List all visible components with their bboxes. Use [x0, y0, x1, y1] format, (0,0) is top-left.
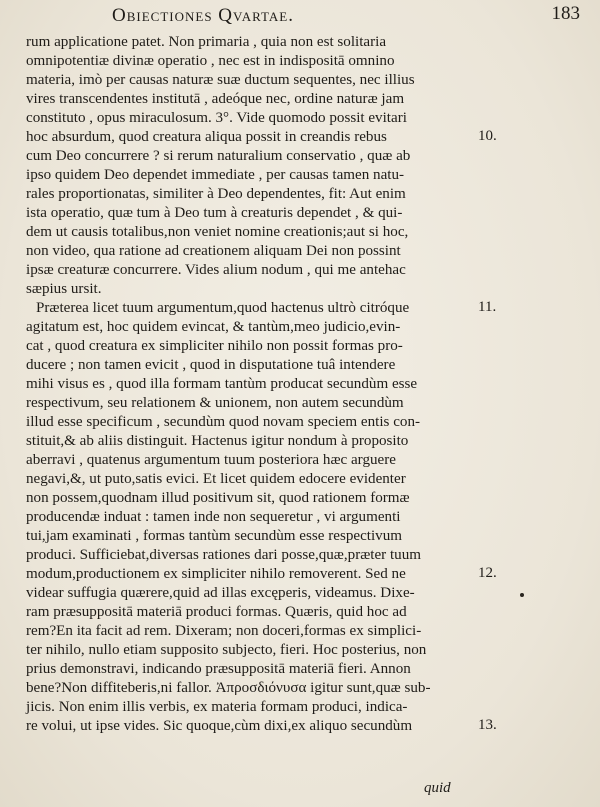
catchword: quid — [424, 780, 451, 796]
text-line: vires transcendentes institutā , adeóque nec, ordine naturæ jam — [26, 91, 405, 107]
page-number: 183 — [551, 3, 580, 24]
text-line: ter nihilo, nullo etiam supposito subjecto, fieri. Hoc posterius, non — [26, 642, 427, 658]
text-line: illud esse specificum , secundùm quod novam speciem entis con- — [26, 414, 421, 430]
text-line: respectivum, seu relationem & unionem, non autem secundùm — [26, 395, 404, 411]
text-line: cum Deo concurrere ? si rerum naturalium conservatio , quæ ab — [26, 148, 411, 164]
text-line: non video, qua ratione ad creationem aliquam Dei non possint — [26, 243, 401, 259]
running-title: Obiectiones Qvartae. — [112, 5, 294, 26]
text-line: tui,jam examinati , formas tantùm secundùm esse respectivum — [26, 528, 402, 544]
margin-section-number: 13. — [478, 717, 497, 733]
body-text — [26, 33, 486, 736]
text-line: ipso quidem Deo dependet immediate , per causas tamen natu- — [26, 167, 405, 183]
margin-section-number: 10. — [478, 128, 497, 144]
text-line: ram præsuppositā materiā produci formas. Quæris, quid hoc ad — [26, 604, 407, 620]
text-line: sæpius ursit. — [26, 281, 102, 297]
text-line: aberravi , quatenus argumentum tuum posteriora hæc arguere — [26, 452, 396, 468]
text-line: re volui, ut ipse vides. Sic quoque,cùm dixi,ex aliquo secundùm — [26, 718, 413, 734]
text-line: materia, imò per causas naturæ suæ ductum sequentes, nec illius — [26, 72, 415, 88]
text-line: rum applicatione patet. Non primaria , quia non est solitaria — [26, 34, 387, 50]
text-line: bene?Non diffiteberis,ni fallor. Ἀπροσδιόνυσα igitur sunt,quæ sub- — [26, 680, 431, 696]
text-line: rales proportionatas, similiter à Deo dependentes, fit: Aut enim — [26, 186, 406, 202]
text-line: Præterea licet tuum argumentum,quod hactenus ultrò citróque — [36, 300, 410, 316]
text-line: non possem,quodnam illud positivum sit, quod rationem formæ — [26, 490, 410, 506]
ink-mark — [520, 593, 524, 597]
text-line: prius demonstravi, indicando præsuppositā materiā fieri. Annon — [26, 661, 411, 677]
text-line: agitatum est, hoc quidem evincat, & tantùm,meo judicio,evin- — [26, 319, 401, 335]
text-line: omnipotentiæ divinæ operatio , nec est in indispositā omnino — [26, 53, 395, 69]
text-line: rem?En ita facit ad rem. Dixeram; non doceri,formas ex simplici- — [26, 623, 422, 639]
text-line: videar suffugia quærere,quid ad illas excęperis, videamus. Dixe- — [26, 585, 415, 601]
text-line: producendæ induat : tamen inde non sequeretur , vi argumenti — [26, 509, 401, 525]
text-line: stituit,& ab aliis distinguit. Hactenus igitur nondum à proposito — [26, 433, 409, 449]
text-line: cat , quod creatura ex simpliciter nihilo non possit formas pro- — [26, 338, 403, 354]
text-line: negavi,&, ut puto,satis evici. Et licet quidem edocere evidenter — [26, 471, 406, 487]
page-header — [60, 3, 580, 27]
text-line: ista operatio, quæ tum à Deo tum à creaturis dependet , & qui- — [26, 205, 403, 221]
text-line: hoc absurdum, quod creatura aliqua possit in creandis rebus — [26, 129, 387, 145]
margin-section-number: 11. — [478, 299, 497, 315]
text-line: constituto , opus miraculosum. 3°. Vide quomodo possit evitari — [26, 110, 407, 126]
text-line: ducere ; non tamen evicit , quod in disputatione tuâ intendere — [26, 357, 396, 373]
margin-section-number: 12. — [478, 565, 497, 581]
text-line: produci. Sufficiebat,diversas rationes dari posse,quæ,præter tuum — [26, 547, 422, 563]
text-line: modum,productionem ex simpliciter nihilo removerent. Sed ne — [26, 566, 406, 582]
text-line: dem ut causis totalibus,non veniet nomine creationis;aut si hoc, — [26, 224, 409, 240]
text-line: jicis. Non enim illis verbis, ex materia formam produci, indica- — [26, 699, 408, 715]
text-line: mihi visus es , quod illa formam tantùm producat secundùm esse — [26, 376, 418, 392]
text-line: ipsæ creaturæ concurrere. Vides alium nodum , qui me antehac — [26, 262, 406, 278]
